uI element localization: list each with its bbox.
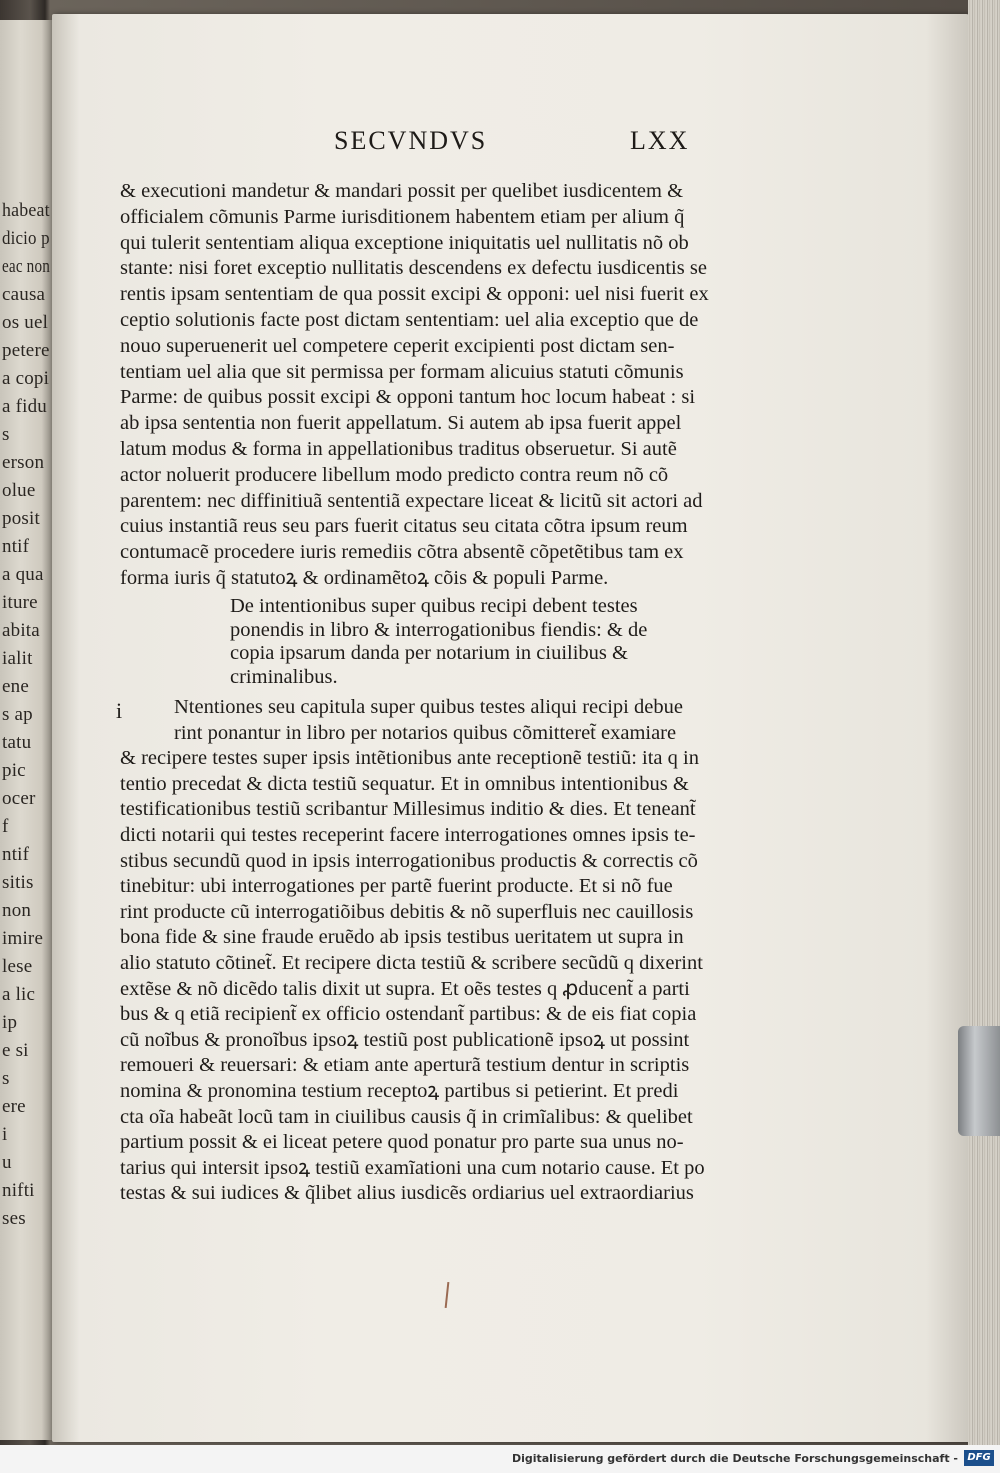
left-page-line: i xyxy=(2,1124,8,1145)
running-head-title: SECVNDVS xyxy=(334,126,488,155)
metal-clip xyxy=(958,1026,1000,1136)
left-page-line: imire xyxy=(2,928,44,949)
text-line: tentiam uel alia que sit permissa per formam alicuius statuti cõmunis xyxy=(120,360,684,383)
left-page-line: s xyxy=(2,424,10,445)
left-page-line: abita xyxy=(2,620,40,641)
left-page-line: causa xyxy=(2,284,46,305)
left-page-line: ene xyxy=(2,676,29,697)
text-line: & recipere testes super ipsis intẽtionibus ante receptionẽ testiũ: ita q in xyxy=(120,747,699,770)
left-page-line: e si xyxy=(2,1040,29,1061)
text-line: rint producte cũ interrogatiõibus debitis & nõ superfluis nec cauillosis xyxy=(120,900,694,923)
text-line: & executioni mandetur & mandari possit per quelibet iusdicentem & xyxy=(120,180,684,202)
text-line: rint ponantur in libro per notarios quibus cõmitteret̃ examiare xyxy=(174,721,677,744)
text-line: actor noluerit producere libellum modo predicto contra reum nõ cõ xyxy=(120,463,669,486)
left-page-line: dicio p xyxy=(2,228,50,249)
left-page-line: a copi xyxy=(2,368,50,389)
text-line: nouo superuenerit uel competere ceperit excipienti post dictam sen- xyxy=(120,334,675,357)
left-page-line: posit xyxy=(2,508,40,529)
left-page-line: a fidu xyxy=(2,396,47,417)
text-line: copia ipsarum danda per notarium in ciuilibus & xyxy=(230,642,628,664)
text-line: latum modus & forma in appellationibus traditus obseruetur. Si autẽ xyxy=(120,438,677,460)
left-page-line: eac non xyxy=(2,256,50,277)
text-line: bona fide & sine fraude eruẽdo ab ipsis testibus ueritatem ut supra in xyxy=(120,926,684,949)
left-page-line: ntif xyxy=(2,536,30,557)
text-line: partium possit & ei liceat petere quod ponatur pro parte sua unus no- xyxy=(120,1131,684,1154)
text-line: cũ noĩbus & pronoĩbus ipsoꝝ testiũ post publicationẽ ipsoꝝ ut possint xyxy=(120,1028,690,1051)
left-page-fragment xyxy=(0,20,52,1440)
text-line: ceptio solutionis facte post dictam sententiam: uel alia exceptio que de xyxy=(120,309,699,331)
text-line: tentio precedat & dicta testiũ sequatur. Et in omnibus intentionibus & xyxy=(120,772,689,795)
text-line: Parme: de quibus possit excipi & opponi tantum hoc locum habeat : si xyxy=(120,386,696,409)
left-page-line: tatu xyxy=(2,732,32,753)
text-line: parentem: nec diffinitiuã sententiã expectare liceat & licitũ sit actori ad xyxy=(120,489,703,512)
left-page-line: f xyxy=(2,816,9,837)
text-line: Ntentiones seu capitula super quibus testes aliqui recipi debue xyxy=(174,696,683,718)
left-page-line: pic xyxy=(2,760,26,781)
left-page-line: habeat xyxy=(2,200,50,221)
left-page-line: a lic xyxy=(2,984,36,1005)
text-line: remoueri & reuersari: & etiam ante aperturã testium dentur in scriptis xyxy=(120,1054,690,1077)
left-page-line: ialit xyxy=(2,648,33,669)
text-line: alio statuto cõtinet̃. Et recipere dicta testiũ & scribere secũdũ q dixerint xyxy=(120,952,703,974)
text-line: dicti notarii qui testes receperint facere interrogationes omnes ipsis te- xyxy=(120,824,696,846)
left-page-line: ip xyxy=(2,1012,18,1033)
left-page-line: ses xyxy=(2,1208,26,1229)
left-page-line: s xyxy=(2,1068,10,1089)
left-page-line: os uel xyxy=(2,312,49,333)
left-page-line: lese xyxy=(2,956,33,977)
text-line: testificationibus testiũ scribantur Millesimus inditio & dies. Et teneant̃ xyxy=(120,798,696,821)
text-line: officialem cõmunis Parme iurisditionem habentem etiam per alium q̃ xyxy=(120,205,685,228)
text-line: cta oĩa habeãt locũ tam in ciuilibus causis q̃ in crimĩalibus: & quelibet xyxy=(120,1105,693,1128)
text-line: tinebitur: ubi interrogationes per partẽ fuerint producte. Et si nõ fue xyxy=(120,875,673,898)
footer-bar xyxy=(0,1445,1000,1473)
text-line: stante: nisi foret exceptio nullitatis descendens ex defectu iusdicentis se xyxy=(120,257,707,280)
text-line: ab ipsa sententia non fuerit appellatum. Si autem ab ipsa fuerit appel xyxy=(120,412,682,435)
text-line: contumacẽ procedere iuris remediis cõtra absentẽ cõpetẽtibus tam ex xyxy=(120,541,684,564)
left-page-line: iture xyxy=(2,592,38,613)
text-line: nomina & pronomina testium receptoꝝ partibus si petierint. Et predi xyxy=(120,1080,679,1102)
left-page-line: non xyxy=(2,900,32,921)
text-line: stibus secundũ quod in ipsis interrogationibus productis & correctis cõ xyxy=(120,849,698,872)
folio-number: LXX xyxy=(630,126,690,155)
left-page-line: nifti xyxy=(2,1180,35,1201)
left-page-line: s ap xyxy=(2,704,33,725)
left-page-line: a qua xyxy=(2,564,44,585)
text-line: qui tulerit sententiam aliqua exceptione iniquitatis uel nullitatis nõ ob xyxy=(120,231,689,254)
left-page-line: petere xyxy=(2,340,50,361)
text-line: testas & sui iudices & q̃libet alius iusdicẽs ordiarius uel extraordiarius xyxy=(120,1182,694,1205)
funding-notice: Digitalisierung gefördert durch die Deutsche Forschungsgemeinschaft - xyxy=(511,1452,958,1465)
text-line: rentis ipsam sententiam de qua possit excipi & opponi: uel nisi fuerit ex xyxy=(120,283,709,306)
text-line: extẽse & nõ dicẽdo talis dixit ut supra. Et oẽs testes q ꝓducent̃ a parti xyxy=(120,977,690,1000)
left-page-line: ere xyxy=(2,1096,26,1117)
left-page-line: olue xyxy=(2,480,36,501)
left-page-line: ntif xyxy=(2,844,30,865)
text-line: tarius qui intersit ipsoꝝ testiũ examĩationi una cum notario cause. Et po xyxy=(120,1156,705,1179)
text-line: criminalibus. xyxy=(230,665,338,688)
text-line: De intentionibus super quibus recipi debent testes xyxy=(230,595,638,617)
initial-letter: i xyxy=(116,698,123,723)
left-page-line: erson xyxy=(2,452,45,473)
page-edges xyxy=(968,0,1000,1445)
dfg-logo: DFG xyxy=(964,1450,994,1466)
left-page-line: ocer xyxy=(2,788,36,809)
text-line: ponendis in libro & interrogationibus fiendis: & de xyxy=(230,618,648,641)
left-page-line: sitis xyxy=(2,872,34,893)
text-line: forma iuris q̃ statutoꝝ & ordinamẽtoꝝ cõis & populi Parme. xyxy=(120,567,609,589)
text-line: bus & q etiã recipient̃ ex officio ostendant̃ partibus: & de eis fiat copia xyxy=(120,1003,697,1026)
left-page-line: u xyxy=(2,1152,12,1173)
text-line: cuius instantiã reus seu pars fuerit citatus seu citata cõtra ipsum reum xyxy=(120,515,688,538)
